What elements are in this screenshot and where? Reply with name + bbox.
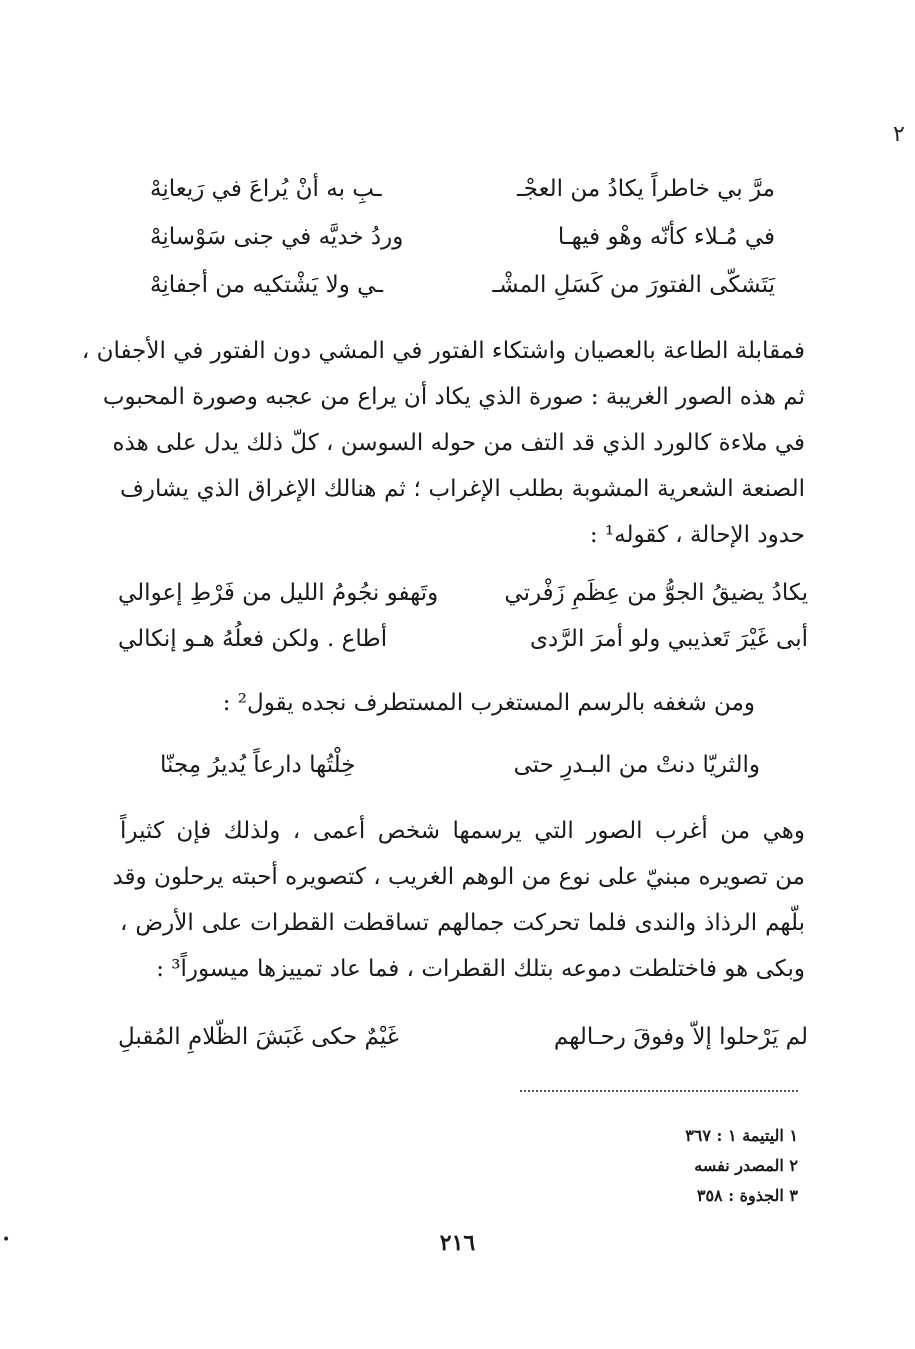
paragraph-line: حدود الإحالة ، كقوله¹ : <box>589 522 805 548</box>
verse-hemistich: غَيْمٌ حكى غَبَشَ الظّلامِ المُقبلِ <box>118 1024 399 1050</box>
verse-hemistich: وتَهفو نجُومُ الليل من فَرْطِ إعوالي <box>118 580 439 606</box>
verse-line <box>150 176 775 202</box>
verse-line <box>150 272 775 298</box>
verse-hemistich: خِلْتُها دارعاً يُديرُ مِجنّا <box>160 752 356 778</box>
footnote: ٢ المصدر نفسه <box>694 1156 798 1175</box>
verse-hemistich: ـبِ به أنْ يُراعَ في رَيعانِهْ <box>150 176 382 202</box>
verse-hemistich: ـي ولا يَشْتكيه من أجفانِهْ <box>150 272 384 298</box>
verse-hemistich: مرَّ بي خاطراً يكادُ من العجْـ <box>516 176 775 202</box>
verse-hemistich: وردُ خديَّه في جنى سَوْسانِهْ <box>150 224 404 250</box>
paragraph-line: من تصويره مبنيّ على نوع من الوهم الغريب ، كتصويره أحبته يرحلون وقد <box>112 864 805 890</box>
verse-hemistich: في مُـلاء كأنّه وهْو فيهـا <box>557 224 775 250</box>
verse-hemistich: أطاع . ولكن فعلُهُ هـو إنكالي <box>118 626 388 652</box>
paragraph-line: ومن شغفه بالرسم المستغرب المستطرف نجده يقول² : <box>222 690 755 716</box>
paragraph-line: في ملاءة كالورد الذي قد التف من حوله السوسن ، كلّ ذلك يدل على هذه <box>112 430 805 456</box>
footnote-separator <box>520 1090 798 1092</box>
paragraph-line: ثم هذه الصور الغريبة : صورة الذي يكاد أن يراع من عجبه وصورة المحبوب <box>102 384 805 410</box>
paragraph-line: بلّهم الرذاذ والندى فلما تحركت جمالهم تساقطت القطرات على الأرض ، <box>120 910 805 936</box>
paragraph-line: وبكى هو فاختلطت دموعه بتلك القطرات ، فما عاد تمييزها ميسوراً³ : <box>156 956 805 982</box>
page-number: ٢١٦ <box>439 1230 476 1256</box>
paragraph-line: وهي من أغرب الصور التي يرسمها شخص أعمى ، ولذلك فإن كثيراً <box>120 818 805 844</box>
verse-hemistich: أبى غَيْرَ تَعذيبي ولو أمرَ الرَّدى <box>530 626 808 652</box>
margin-mark-top: ٢ <box>893 122 905 147</box>
margin-mark-bottom: • <box>2 1232 11 1248</box>
paragraph-line: الصنعة الشعرية المشوبة بطلب الإغراب ؛ ثم هنالك الإغراق الذي يشارف <box>120 476 805 502</box>
footnote: ٣ الجذوة : ٣٥٨ <box>696 1186 798 1205</box>
verse-line <box>150 224 775 250</box>
verse-hemistich: لم يَرْحلوا إلاّ وفوقَ رحـالهم <box>553 1024 808 1050</box>
paragraph-line: فمقابلة الطاعة بالعصيان واشتكاء الفتور في المشي دون الفتور في الأجفان ، <box>81 338 805 364</box>
footnote: ١ اليتيمة ١ : ٣٦٧ <box>685 1126 798 1145</box>
verse-hemistich: يكادُ يضيقُ الجوُّ من عِظَمِ زَفْرتي <box>504 580 808 606</box>
verse-hemistich: والثريّا دنتْ من البـدرِ حتى <box>513 752 760 778</box>
verse-line <box>160 752 760 778</box>
verse-line <box>118 580 808 606</box>
verse-hemistich: يَتَشكّى الفتورَ من كَسَلِ المشْـ <box>492 272 775 298</box>
verse-line <box>118 1024 808 1050</box>
verse-line <box>118 626 808 652</box>
